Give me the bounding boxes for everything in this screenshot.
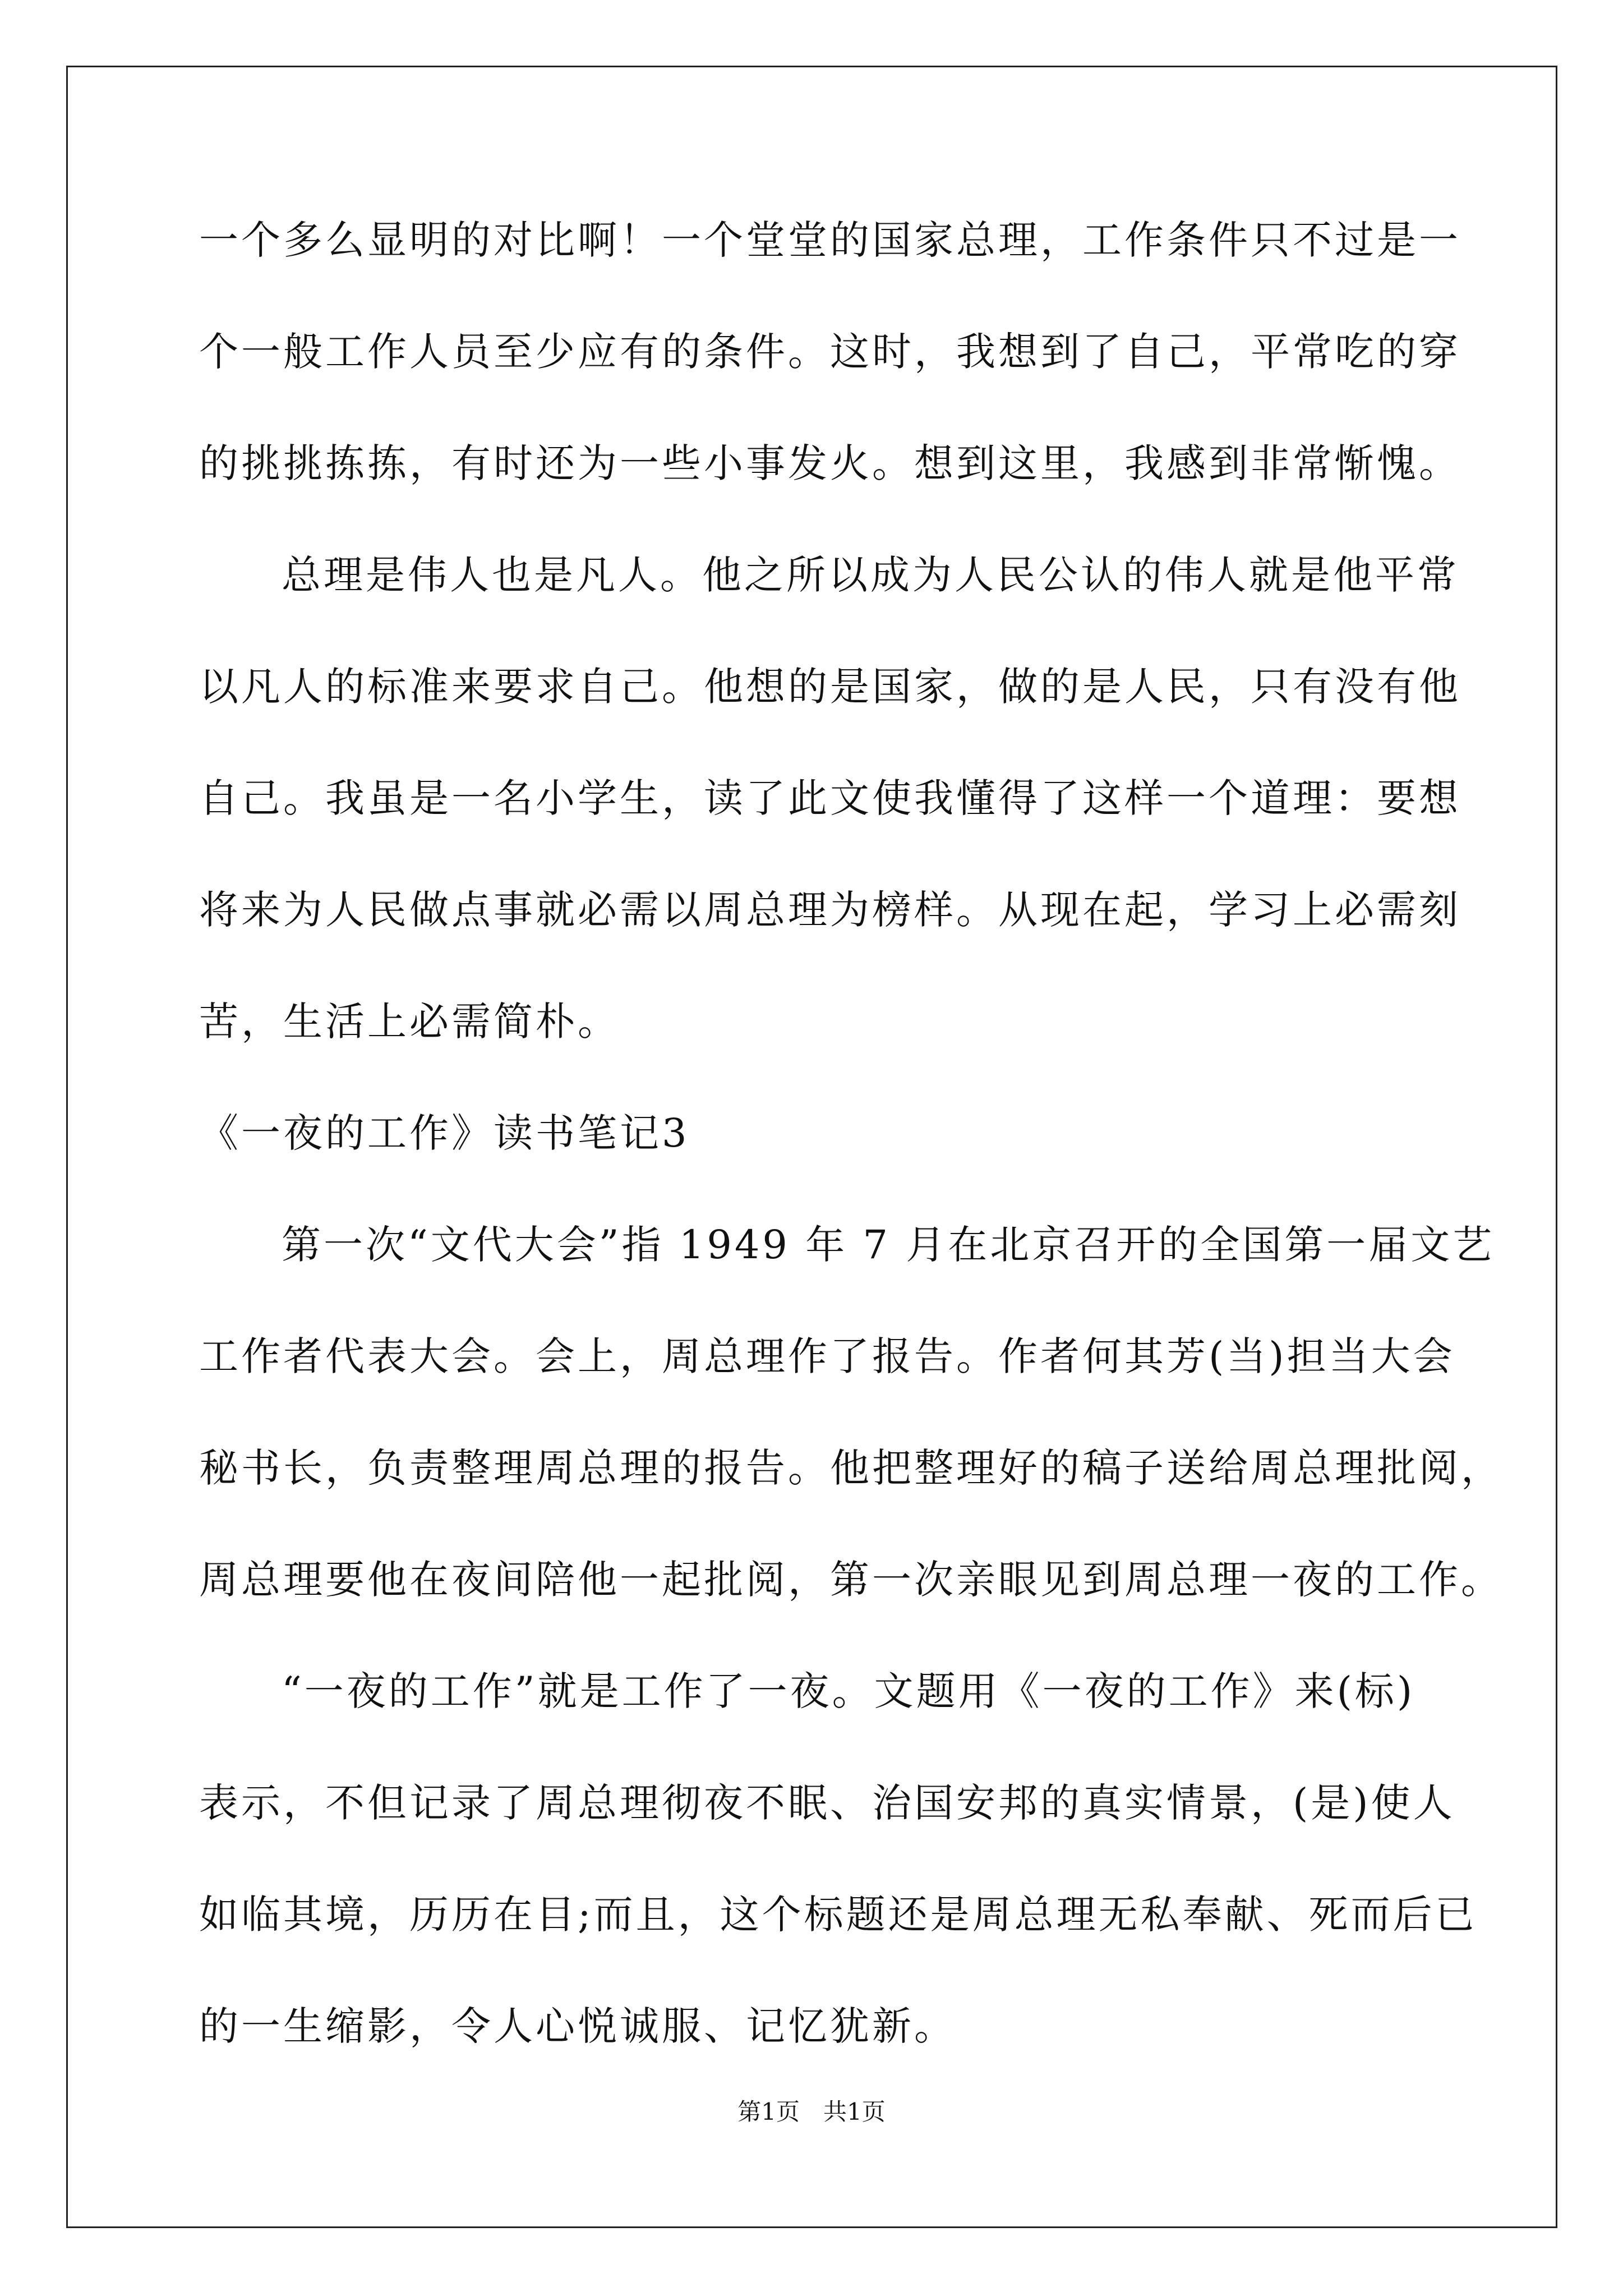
text-line: 个一般工作人员至少应有的条件。这时，我想到了自己，平常吃的穿 (199, 329, 1461, 375)
page-footer: 第1页 共1页 (737, 2098, 886, 2125)
text-line: 苦，生活上必需简朴。 (199, 999, 620, 1045)
text-line: 将来为人民做点事就必需以周总理为榜样。从现在起，学习上必需刻 (199, 887, 1461, 933)
text-line: 以凡人的标准来要求自己。他想的是国家，做的是人民，只有没有他 (199, 664, 1461, 710)
text-line: 总理是伟人也是凡人。他之所以成为人民公认的伟人就是他平常 (282, 552, 1459, 598)
text-line: 工作者代表大会。会上，周总理作了报告。作者何其芳(当)担当大会 (199, 1333, 1455, 1379)
text-line: 自己。我虽是一名小学生，读了此文使我懂得了这样一个道理：要想 (199, 775, 1461, 821)
text-line: 的挑挑拣拣，有时还为一些小事发火。想到这里，我感到非常惭愧。 (199, 440, 1461, 486)
text-line: 表示，不但记录了周总理彻夜不眠、治国安邦的真实情景，(是)使人 (199, 1780, 1455, 1826)
section-heading: 《一夜的工作》读书笔记3 (199, 1110, 690, 1156)
text-line: 如临其境，历历在目;而且，这个标题还是周总理无私奉献、死而后已 (199, 1892, 1477, 1938)
text-line: 一个多么显明的对比啊！一个堂堂的国家总理，工作条件只不过是一 (199, 217, 1461, 263)
text-line: 第一次“文代大会”指 1949 年 7 月在北京召开的全国第一届文艺 (282, 1222, 1495, 1268)
text-line: 的一生缩影，令人心悦诚服、记忆犹新。 (199, 2003, 956, 2049)
text-line: “一夜的工作”就是工作了一夜。文题用《一夜的工作》来(标) (282, 1668, 1415, 1714)
text-line: 周总理要他在夜间陪他一起批阅，第一次亲眼见到周总理一夜的工作。 (199, 1557, 1503, 1603)
text-line: 秘书长，负责整理周总理的报告。他把整理好的稿子送给周总理批阅， (199, 1445, 1503, 1491)
